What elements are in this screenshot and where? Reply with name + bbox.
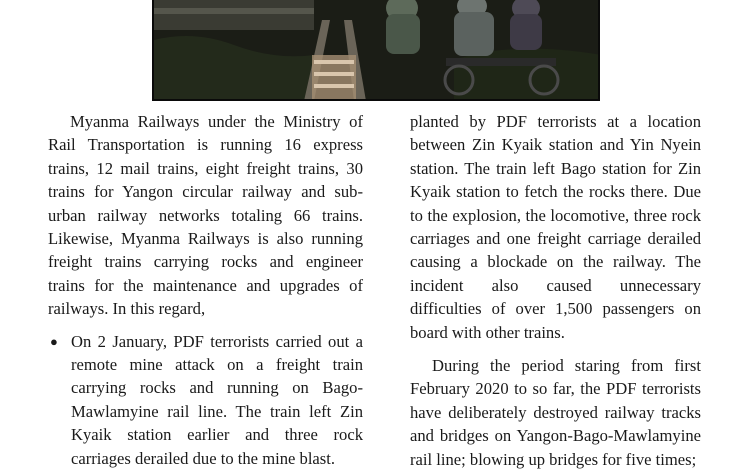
bullet-text: On 2 January, PDF terrorists carried out a remote mine attack on a freight train carrying rocks and running on Bago-Mawlamyine rail line. The train left Zin Kyaik station earlier and three rock carriages derailed due to the mine blast. <box>71 331 363 468</box>
bullet-icon: ● <box>50 333 58 349</box>
list-item <box>48 330 363 470</box>
railway-accident-photo <box>152 0 600 101</box>
bullet-list <box>48 330 363 470</box>
photo-scene <box>154 0 600 101</box>
right-paragraph-1: planted by PDF terrorists at a location between Zin Kyaik station and Yin Nyein station. The train left Bago station for Zin Kyaik station to fetch the rocks there. Due to the explosion, the locomotive, three rock carriages and one freight carriage derailed causing a blockade on the railway. The incident also caused unnecessary difficulties of over 1,500 passengers on board with other trains. <box>410 112 701 342</box>
left-column <box>48 110 363 470</box>
right-paragraph-2: During the period staring from first February 2020 to so far, the PDF terrorists have deliberately destroyed railway tracks and bridges on Yangon-Bago-Mawlamyine rail line; blowing up bridges for five times; <box>410 356 701 469</box>
left-paragraph-1: Myanma Railways under the Ministry of Rail Transportation is running 16 express trains, 12 mail trains, eight freight trains, 30 trains for Yangon circular railway and sub-urban railway networks totaling 66 trains. Likewise, Myanma Railways is also running freight trains carrying rocks and engineer trains for the maintenance and upgrades of railways. In this regard, <box>48 112 363 319</box>
right-column <box>410 110 701 471</box>
